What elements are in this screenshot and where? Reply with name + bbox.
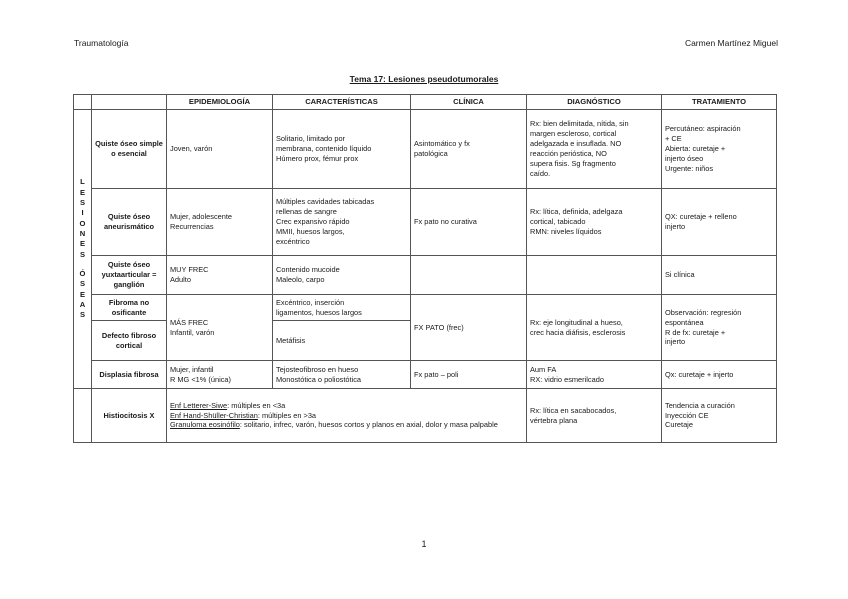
cell-caracteristicas: [273, 189, 411, 256]
cell-line: R MG <1% (única): [170, 374, 231, 384]
table-row: [74, 189, 777, 256]
group-label-letter: L: [80, 177, 85, 187]
cell-caracteristicas: [273, 256, 411, 295]
cell-line: rellenas de sangre: [276, 207, 337, 217]
cell-line: Inyección CE: [665, 410, 709, 420]
cell-line: Excéntrico, inserción: [276, 297, 345, 307]
cell-diagnostico: [527, 361, 662, 389]
cell-clinica: [411, 110, 527, 189]
cell-line: vértebra plana: [530, 415, 578, 425]
group-label-blank: [74, 389, 92, 443]
cell-line: cortical, tabicado: [530, 217, 586, 227]
cell-line: injerto óseo: [665, 153, 704, 163]
row-name: Quiste óseo aneurismático: [92, 189, 167, 256]
histiocitosis-term: Enf Letterer-Siwe: [170, 400, 228, 410]
group-label-letter: O: [79, 218, 86, 228]
cell-epidemiologia: [167, 256, 273, 295]
cell-line: MMII, huesos largos,: [276, 226, 345, 236]
cell-line: espontánea: [665, 317, 704, 327]
cell-line: caído.: [530, 168, 551, 178]
cell-diagnostico: [527, 256, 662, 295]
col-header-epidemiologia: EPIDEMIOLOGÍA: [167, 95, 273, 110]
cell-clinica: FX PATO (frec): [411, 295, 527, 361]
cell-tratamiento: [662, 110, 777, 189]
row-name: Quiste óseo yuxtaarticular = ganglión: [92, 256, 167, 295]
cell-line: RX: vidrio esmerilcado: [530, 374, 604, 384]
cell-line: Contenido mucoide: [276, 265, 340, 275]
row-name: Fibroma no osificante: [92, 295, 167, 321]
group-label-lesiones-oseas: [74, 110, 92, 389]
cell-line: Rx: lítica, definida, adelgaza: [530, 207, 623, 217]
cell-line: Observación: regresión: [665, 307, 742, 317]
cell-diagnostico: [527, 295, 662, 361]
row-name: Defecto fibroso cortical: [92, 321, 167, 361]
table-row: [74, 256, 777, 295]
group-label-letter: A: [79, 299, 86, 309]
cell-line: Crec expansivo rápido: [276, 217, 350, 227]
histiocitosis-term: Enf Hand-Shüller-Christian: [170, 410, 258, 420]
col-header-tratamiento: TRATAMIENTO: [662, 95, 777, 110]
header-right: Carmen Martínez Miguel: [684, 38, 778, 48]
cell-clinica: Fx pato no curativa: [411, 189, 527, 256]
cell-line: Abierta: curetaje +: [665, 144, 726, 154]
histiocitosis-desc: : múltiples en <3a: [227, 400, 286, 410]
cell-line: injerto: [665, 222, 686, 231]
cell-line: Adulto: [170, 275, 191, 284]
group-label-letter: E: [79, 239, 86, 249]
cell-line: Rx: bien delimitada, nítida, sin: [530, 119, 629, 129]
cell-line: Monostótica o poliostótica: [276, 374, 362, 384]
header-left: Traumatología: [74, 38, 129, 48]
cell-line: patológica: [414, 149, 448, 158]
cell-line: Tejosteofibroso en hueso: [276, 364, 359, 374]
table-row: [74, 110, 777, 189]
cell-line: ligamentos, huesos largos: [276, 307, 362, 317]
table-row: [74, 295, 777, 321]
cell-line: MÁS FREC: [170, 317, 209, 327]
cell-line: MUY FREC: [170, 265, 209, 275]
cell-line: Solitario, limitado por: [276, 134, 346, 144]
cell-epidemiologia: [167, 295, 273, 361]
cell-line: membrana, contenido líquido: [276, 144, 372, 154]
group-label-letter: I: [81, 208, 84, 218]
cell-line: Rx: lítica en sacabocados,: [530, 405, 617, 415]
cell-caracteristicas: [273, 110, 411, 189]
cell-line: supera fisis. Sg fragmento: [530, 158, 616, 168]
cell-line: Infantil, varón: [170, 327, 215, 337]
cell-line: Rx: eje longitudinal a hueso,: [530, 317, 623, 327]
group-label-letter: S: [79, 198, 86, 208]
col-header-caracteristicas: CARACTERÍSTICAS: [273, 95, 411, 110]
cell-line: Maleolo, carpo: [276, 275, 325, 284]
cell-line: Recurrencias: [170, 222, 214, 231]
lesions-table: [73, 94, 777, 443]
histiocitosis-item: [170, 420, 523, 430]
cell-line: excéntrico: [276, 236, 310, 246]
page-number: 1: [421, 539, 427, 549]
table-header-row: [74, 95, 777, 110]
row-name: Displasia fibrosa: [92, 361, 167, 389]
header-blank-2: [92, 95, 167, 110]
cell-tratamiento: [662, 295, 777, 361]
cell-line: Percutáneo: aspiración: [665, 124, 741, 134]
group-label-letter: S: [79, 249, 86, 259]
row-name: Histiocitosis X: [92, 389, 167, 443]
header-blank: [74, 95, 92, 110]
table-row: [74, 361, 777, 389]
cell-line: reacción perióstica, NO: [530, 149, 607, 158]
group-label-letter: S: [79, 279, 86, 289]
cell-line: Múltiples cavidades tabicadas: [276, 197, 375, 207]
histiocitosis-desc: : múltiples en >3a: [257, 410, 317, 420]
cell-caracteristicas: [273, 361, 411, 389]
histiocitosis-item: [170, 401, 523, 411]
cell-tratamiento: [662, 389, 777, 443]
group-label-letter: S: [79, 310, 86, 320]
cell-epidemiologia: [167, 189, 273, 256]
cell-epidemiologia: Joven, varón: [167, 110, 273, 189]
cell-diagnostico: [527, 110, 662, 189]
histiocitosis-term: Granuloma eosinófilo: [170, 420, 240, 430]
cell-clinica: [411, 256, 527, 295]
cell-epidemiologia: [167, 361, 273, 389]
table-row: [74, 389, 777, 443]
cell-line: injerto: [665, 337, 686, 347]
cell-line: QX: curetaje + relleno: [665, 212, 737, 222]
cell-histiocitosis-description: [167, 389, 527, 443]
histiocitosis-desc: : solitario, infrec, varón, huesos cortos y planos en axial, dolor y masa palpable: [239, 420, 498, 430]
cell-line: RMN: niveles líquidos: [530, 226, 602, 236]
cell-line: Curetaje: [665, 420, 693, 430]
col-header-clinica: CLÍNICA: [411, 95, 527, 110]
cell-caracteristicas: [273, 295, 411, 321]
cell-line: crec hacia diáfisis, esclerosis: [530, 327, 626, 337]
cell-line: Tendencia a curación: [665, 400, 735, 410]
cell-line: + CE: [665, 134, 682, 144]
row-name: Quiste óseo simple o esencial: [92, 110, 167, 189]
cell-diagnostico: [527, 389, 662, 443]
cell-diagnostico: [527, 189, 662, 256]
group-label-letter: E: [79, 289, 86, 299]
cell-line: Mujer, adolescente: [170, 212, 233, 222]
cell-tratamiento: Si clínica: [662, 256, 777, 295]
group-label-letter: N: [79, 229, 86, 239]
cell-tratamiento: Qx: curetaje + injerto: [662, 361, 777, 389]
cell-line: Húmero prox, fémur prox: [276, 153, 359, 163]
cell-line: Asintomático y fx: [414, 139, 470, 149]
cell-caracteristicas: Metáfisis: [273, 321, 411, 361]
document-title: Tema 17: Lesiones pseudotumorales: [349, 74, 499, 84]
cell-line: adelgazada e insuflada. NO: [530, 139, 622, 149]
cell-line: Aum FA: [530, 364, 557, 374]
cell-clinica: Fx pato – poli: [411, 361, 527, 389]
cell-line: Mujer, infantil: [170, 364, 214, 374]
cell-line: R de fx: curetaje +: [665, 327, 726, 337]
cell-line: margen escleroso, cortical: [530, 129, 617, 139]
group-label-letter: E: [79, 187, 86, 197]
group-label-letter: Ó: [79, 268, 86, 278]
cell-tratamiento: [662, 189, 777, 256]
histiocitosis-item: [170, 411, 523, 421]
cell-line: Urgente: niños: [665, 163, 714, 173]
col-header-diagnostico: DIAGNÓSTICO: [527, 95, 662, 110]
